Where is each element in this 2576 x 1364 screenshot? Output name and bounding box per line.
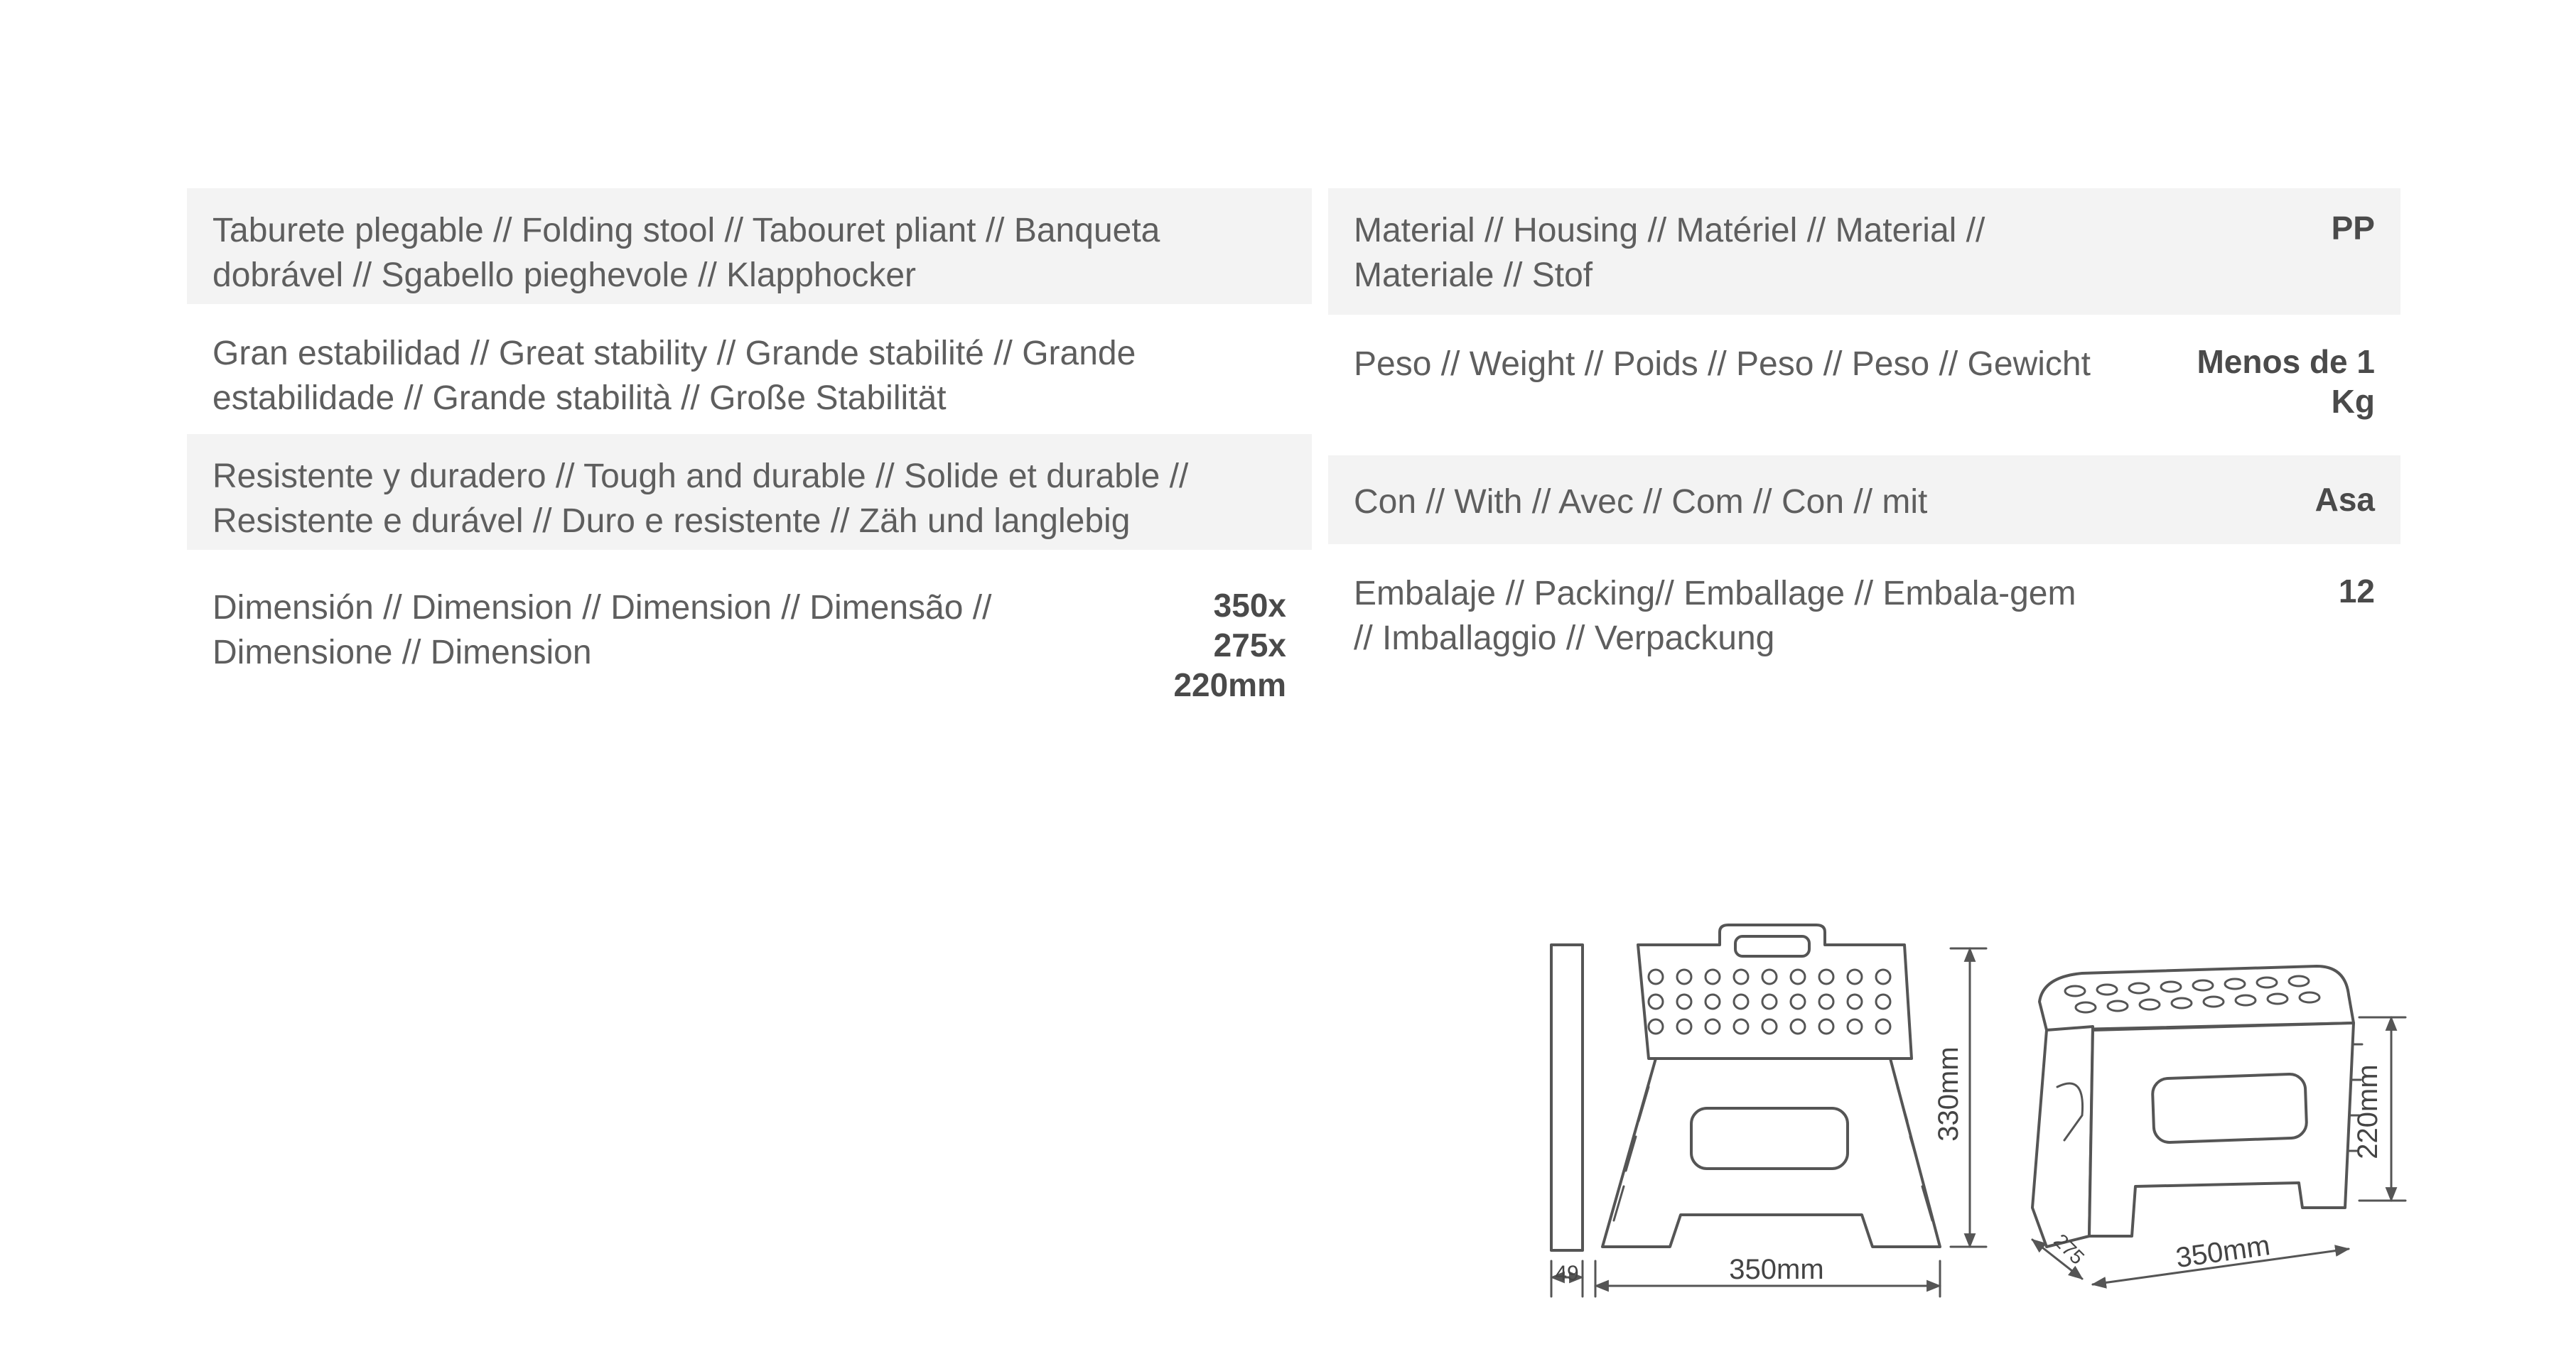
spec-row-packing [1328, 551, 2400, 678]
feature-label: Resistente y duradero // Tough and durable // Solide et durable // Resistente e durável // Duro e resistente // Zäh und langlebig [212, 458, 1189, 540]
dimension-label: Dimensión // Dimension // Dimension // Dimensão // Dimensione // Dimension [212, 589, 992, 671]
spec-value-line: Menos de 1 [2197, 343, 2375, 380]
feature-row-durability [187, 434, 1312, 550]
spec-label: Peso // Weight // Poids // Peso // Peso // Gewicht [1354, 345, 2091, 383]
spec-label: Con // With // Avec // Com // Con // mit [1354, 483, 1928, 521]
spec-value: PP [2331, 210, 2375, 247]
thickness-dimension-label: 49 [1555, 1262, 1579, 1285]
dimension-value-line: 220mm [1173, 666, 1286, 703]
feature-label: Gran estabilidad // Great stability // Grande stabilité // Grande estabilidade // Grande stabilità // Große Stabilität [212, 335, 1136, 417]
height-dimension-label: 330mm [1933, 1046, 1964, 1142]
spec-value: Asa [2314, 481, 2375, 518]
open-width-dimension-label: 350mm [2174, 1230, 2273, 1274]
folded-side-view [1551, 945, 1583, 1297]
dimension-value [1173, 585, 1286, 705]
spec-label: Embalaje // Packing// Emballage // Embala-gem // Imballaggio // Verpackung [1354, 575, 2076, 657]
spec-value-line: Kg [2331, 383, 2375, 420]
features-table [187, 188, 1312, 713]
stool-technical-drawing [1528, 902, 2430, 1314]
width-dimension-label: 350mm [1729, 1254, 1824, 1285]
spec-row-material [1328, 188, 2400, 315]
feature-row-stability [187, 311, 1312, 427]
open-height-dimension-label: 220mm [2352, 1064, 2383, 1159]
dimension-value-line: 275x [1213, 627, 1286, 664]
spec-row-with [1328, 455, 2400, 544]
dimension-value-line: 350x [1213, 587, 1286, 624]
spec-label: Material // Housing // Matériel // Material // Materiale // Stof [1354, 212, 1985, 294]
depth-dimension-label: 275 [2049, 1229, 2089, 1269]
specs-table [1328, 188, 2400, 685]
folded-front-view [1602, 925, 1940, 1247]
open-stool-perspective [2032, 966, 2362, 1247]
spec-value: 12 [2338, 573, 2375, 610]
feature-row-folding-stool [187, 188, 1312, 304]
spec-row-weight [1328, 322, 2400, 448]
feature-label: Taburete plegable // Folding stool // Tabouret pliant // Banqueta dobrável // Sgabello pieghevole // Klapphocker [212, 212, 1160, 294]
spec-value [2197, 342, 2375, 421]
feature-row-dimension [187, 557, 1312, 706]
